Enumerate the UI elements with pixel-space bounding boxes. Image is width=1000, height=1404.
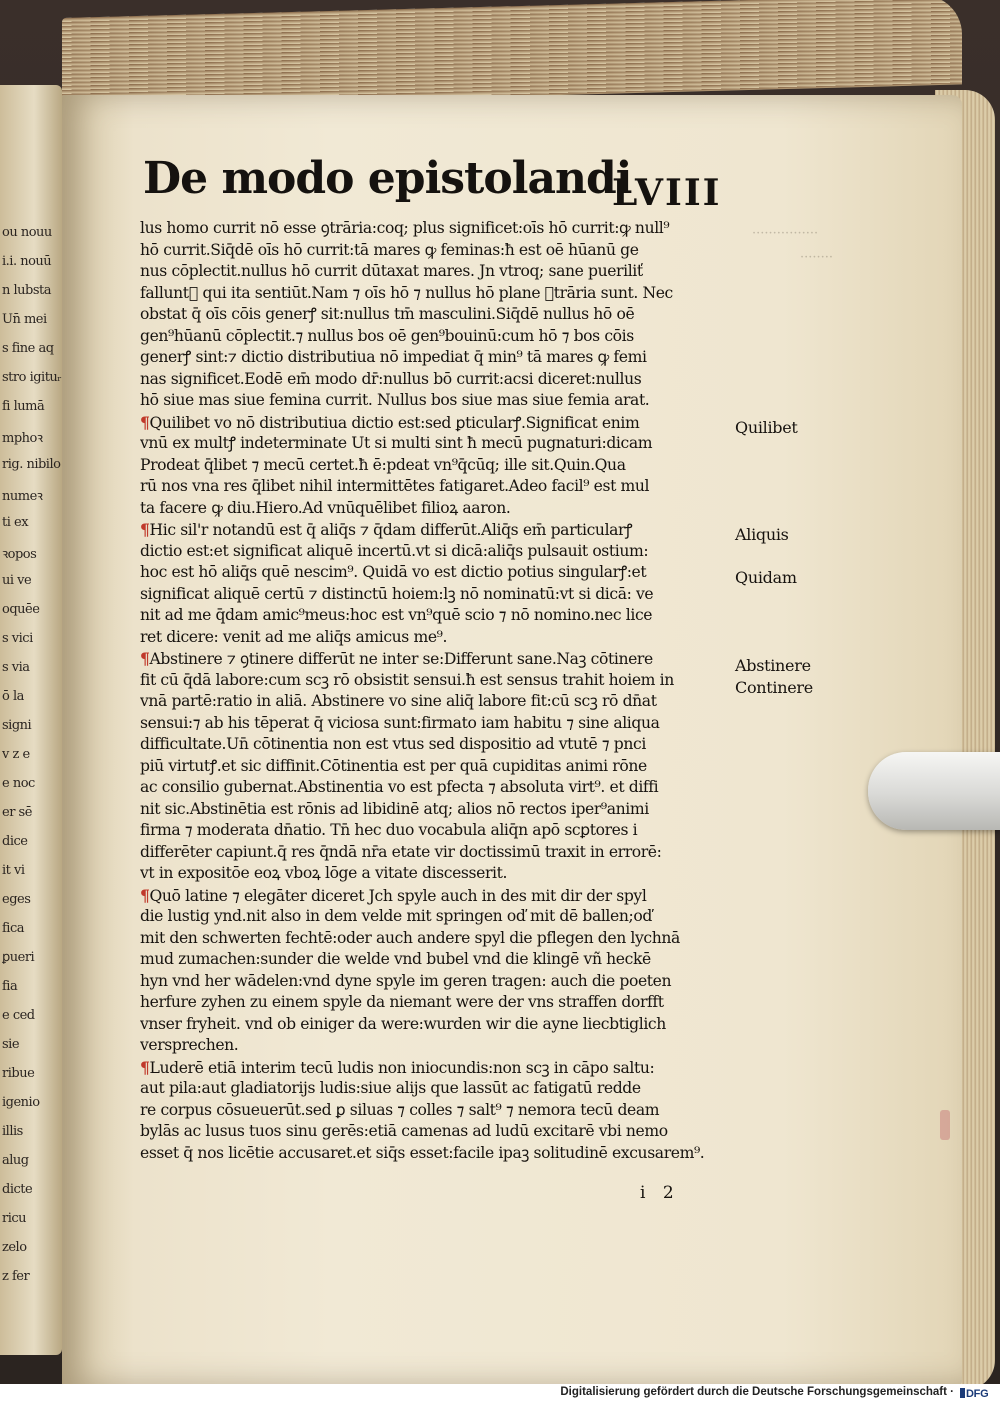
text-line [140,562,740,584]
text-line [140,777,740,799]
text-line-content: hyn vnd her wādelen:vnd dyne spyle im geren tragen: auch die poeten [140,971,672,990]
left-page-fragment: v z e [2,747,30,762]
left-page-fragment: zelo [2,1240,27,1255]
margin-note-abstinere: Abstinere [735,656,811,675]
text-line [140,928,740,950]
dfg-logo-text: DFG [966,1388,989,1400]
text-line [140,584,740,606]
text-line-content: significat aliquē certū ⁊ distinctū hoiem:lꝫ nō nominatū:vt si dicā: ve [140,584,654,603]
text-line-content: Prodeat q̄libet ⁊ mecū certet.ħ ē:pdeat vn⁹q̄cūq; ille sit.Quin.Qua [140,455,626,474]
left-page-fragment: numeꝛ [2,489,43,504]
left-page-fragment: igenio [2,1095,40,1110]
text-line [140,1143,740,1165]
text-line-content: bylās ac lusus tuos sinu gerēs:etiā camenas ad ludū excitarē vbi nemo [140,1122,668,1140]
text-line [140,820,740,842]
rubric-mark: ¶ [140,649,150,668]
left-page-fragment: dicte [2,1182,33,1197]
text-line [140,390,740,412]
left-page-fragment: s via [2,660,30,675]
text-line-content: mit den schwerten fechtē:oder auch andere spyl die pflegen den lychnā [140,928,680,947]
text-line-content: Abstinere ⁊ ꝯtinere differūt ne inter se:Differunt sane.Naꝫ cōtinere [149,650,653,668]
text-line-content: difficultate.Un̄ cōtinentia non est vtus sed dispositio ad vtutē ⁊ pnci [140,735,646,753]
text-line-content: vnā partē:ratio in aliā. Abstinere vo sine aliq̄ labore fit:cū scꝫ rō dn̄at [140,692,657,710]
text-line-content: lus homo currit nō esse ꝯtrāria:coq; plus significet:oīs hō currit:ꝙ null⁹ [140,219,670,237]
text-line-content: vnser fryheit. vnd ob einiger da were:wurden wir die ayne liecbtiglich [140,1014,666,1033]
text-line-content: mud zumachen:sunder die welde vnd bubel vnd die klingē vñ heckē [140,950,651,968]
text-line [140,347,740,369]
text-line-content: esset q̄ nos licētie accusaret.et siq̄s esset:facile ipaꝫ solitudinē excusarem⁹. [140,1143,705,1162]
text-line-content: hō currit.Siq̄dē oīs hō currit:tā mares ꝙ feminas:ħ est oē hūanū ge [140,240,639,259]
text-line-content: nit sic.Abstinētia est rōnis ad libidinē atq; alios nō rectos iper⁹animi [140,799,649,818]
margin-note-quidam: Quidam [735,568,797,587]
margin-note-quilibet: Quilibet [735,418,798,437]
text-line-content: versprechen. [140,1036,239,1054]
text-line-content: Quō latine ⁊ elegāter diceret Jch spyle auch in des mit dir der spyl [149,886,647,905]
text-line-content: fit cū q̄dā labore:cum scꝫ rō obsistit sensui.ħ est sensus trahit hoiem in [140,670,674,689]
left-page-fragment: stro igituᵣ [2,370,62,385]
left-page-fragment: fia [2,979,18,994]
text-line-content: die lustig ynd.nit also in dem velde mit springen oď mit dē ballen;oď [140,907,652,925]
signature-mark: i 2 [640,1183,680,1203]
text-line-content: ta facere ꝙ diu.Hiero.Ad vnūquēlibet filioꝝ aaron. [140,498,511,517]
text-line-content: rū nos vna res q̄libet nihil intermittētes fatigaret.Adeo facil⁹ est mul [140,477,650,495]
text-line [140,240,740,262]
rubric-mark: ¶ [140,1057,150,1077]
left-page-fragment: ti ex [2,515,29,530]
text-line-content: nus cōplectit.nullus hō currit dūtaxat mares. Jn vtroq; sane pueriliť [140,262,643,280]
left-page-fragment: sie [2,1037,20,1052]
text-line [140,992,740,1014]
text-line-content: ret dicere: venit ad me aliq̄s amicus me⁹. [140,627,448,646]
text-line-content: hō siue mas siue femina currit. Nullus bos siue mas siue femia arat. [140,391,650,409]
text-line-content: obstat q̄ oīs cōis generꝭ sit:nullus tm̄ masculini.Siq̄dē nullus hō oē [140,305,635,323]
text-line [140,906,740,928]
dfg-logo [960,1387,994,1401]
left-page-fragment: ꝑueri [2,950,35,965]
left-page-fragment: ribue [2,1066,35,1081]
text-line [140,218,740,240]
left-page-fragment: ou nouu [2,225,52,240]
text-line-content: firma ⁊ moderata dn̄atio. Tn̄ hec duo vocabula aliq̄n apō scꝑtores i [140,821,638,839]
rubric-mark: ¶ [140,520,150,539]
text-line-content: Luderē etiā interim tecū ludis non iniocundis:non scꝫ in cāpo saltu: [149,1058,655,1077]
text-line [140,1078,740,1100]
margin-note-aliquis: Aliquis [735,525,789,544]
text-line [140,326,740,348]
text-line-content: hoc est hō aliq̄s quē nescim⁹. Quidā vo est dictio potius singularꝭ:et [140,563,647,581]
left-page-fragment: z fer [2,1269,30,1284]
text-line [140,1014,740,1036]
text-line [140,1121,740,1143]
text-line [140,627,740,649]
text-line [140,863,740,885]
text-line [140,885,740,907]
text-line [140,971,740,993]
rubric-mark: ¶ [140,412,150,432]
left-page-fragment: s vici [2,631,33,646]
text-line-content: nas significet.Eodē em̄ modo dr̄:nullus bō currit:acsi diceret:nullus [140,369,642,388]
left-page-fragment: it vi [2,863,25,878]
left-page-fragment: eges [2,892,31,907]
text-line [140,799,740,821]
left-page-fragment: s fine aq [2,341,54,356]
left-page-fragment: rig. nibilo [2,457,61,472]
left-page-fragment: illis [2,1124,23,1139]
page-clip [868,752,1000,830]
text-line [140,756,740,778]
left-page-fragment: dice [2,834,28,849]
left-page-fragment: ricu [2,1211,27,1226]
text-line [140,605,740,627]
left-page-fragment: oquēe [2,602,40,617]
text-line-content: gen⁹hūanū cōplectit.⁊ nullus bos oē gen⁹bouinū:cum hō ⁊ bos cōis [140,326,634,345]
footer-credit: Digitalisierung gefördert durch die Deutsche Forschungsgemeinschaft · [560,1386,954,1398]
text-line-content: sensui:⁊ ab his tēperat q̄ viciosa sunt:firmato iam habitu ⁊ sine aliqua [140,713,660,732]
text-line-content: aut pila:aut gladiatorijs ludis:siue alijs que lassūt ac fatigatū redde [140,1079,641,1097]
text-line [140,412,740,434]
left-page-fragment: i.i. nouū [2,254,52,269]
page-stain [940,1110,950,1140]
text-line [140,713,740,735]
text-line-content: ac consilio gubernat.Abstinentia vo est pfecta ⁊ absoluta virt⁹. et diffi [140,778,659,796]
text-line [140,283,740,305]
text-line [140,1100,740,1122]
text-line [140,304,740,326]
running-title: De modo epistolandi [143,153,632,204]
text-line [140,691,740,713]
main-text-block [140,218,740,1164]
text-line-content: generꝭ sint:⁊ dictio distributiua nō impediat q̄ min⁹ tā mares ꝙ femi [140,348,647,366]
dfg-logo-mark [960,1388,965,1398]
text-line [140,476,740,498]
left-page-fragment: ō la [2,689,24,704]
left-page-fragment: e noc [2,776,35,791]
left-page-fragment: ui ve [2,573,32,588]
left-page-fragment: alug [2,1153,29,1168]
text-line [140,1035,740,1057]
book-scan: ou nouu i.i. nouū n lubsta Un̄ mei s fine aq stro igituᵣ fi lumā mphoꝛ rig. nibilo numeꝛ ti ex ꝛopos ui ve oquēe s vici s via ō la signi v z e e noc er sē dice it vi eges fica ꝑueri fia e ced sie ribue igenio illis alug dicte ricu zelo z fer ················ ········ De modo epistolandi LVIII lus homo currit nō esse ꝯtrāria:coq; plus significet:oīs hō currit:ꝙ null⁹ hō currit.Siq̄dē oīs hō currit:tā mares ꝙ feminas:ħ est oē hūanū ge nus cōplectit.nullus hō currit dūtaxat mares. Jn vtroq; sane pueriliť falluntᷓ qui ita sentiūt.Nam ⁊ oīs hō ⁊ nullus hō plane ꝯtrāria sunt. Nec obstat q̄ oīs cōis generꝭ sit:nullus tm̄ masculini.Siq̄dē nullus hō oē gen⁹hūanū cōplectit.⁊ nullus bos oē gen⁹bouinū:cum hō ⁊ bos cōis generꝭ sint:⁊ dictio distributiua nō impediat q̄ min⁹ tā mares ꝙ femi nas significet.Eodē em̄ modo dr̄:nullus bō currit:acsi diceret:nullus hō siue mas siue femina currit. Nullus bos siue mas siue femia arat. ¶Quilibet vo nō distributiua dictio est:sed ꝑticularꝭ.Significat enim vnū ex multꝭ indeterminate Ut si multi sint ħ mecū pugnaturi:dicam Prodeat q̄libet ⁊ mecū certet.ħ ē:pdeat vn⁹q̄cūq; ille sit.Quin.Qua rū nos vna res q̄libet nihil intermittētes fatigaret.Adeo facil⁹ est mul ta facere ꝙ diu.Hiero.Ad vnūquēlibet filioꝝ aaron. ¶Hic sil'r notandū est q̄ aliq̄s ⁊ q̄dam differūt.Aliq̄s em̄ particularꝭ dictio est:et significat aliquē incertū.vt si dicā:aliq̄s pulsauit ostium: hoc est hō aliq̄s quē nescim⁹. Quidā vo est dictio potius singularꝭ:et significat aliquē certū ⁊ distinctū hoiem:lꝫ nō nominatū:vt si dicā: ve nit ad me q̄dam amic⁹meus:hoc est vn⁹quē scio ⁊ nō nomino.nec lice ret dicere: venit ad me aliq̄s amicus me⁹. ¶Abstinere ⁊ ꝯtinere differūt ne inter se:Differunt sane.Naꝫ cōtinere fit cū q̄dā labore:cum scꝫ rō obsistit sensui.ħ est sensus trahit hoiem in vnā partē:ratio in aliā. Abstinere vo sine aliq̄ labore fit:cū scꝫ rō dn̄at sensui:⁊ ab his tēperat q̄ viciosa sunt:firmato iam habitu ⁊ sine aliqua difficultate.Un̄ cōtinentia non est vtus sed dispositio ad vtutē ⁊ pnci piū virtutꝭ.et sic diffinit.Cōtinentia est per quā cupiditas animi rōne ac consilio gubernat.Abstinentia vo est pfecta ⁊ absoluta virt⁹. et diffi nit sic.Abstinētia est rōnis ad libidinē atq; alios nō rectos iper⁹animi firma ⁊ moderata dn̄atio. Tn̄ hec duo vocabula aliq̄n apō scꝑtores i differēter capiunt.q̄ res q̄ndā nr̄a etate vir doctissimū traxit in errorē: vt in expositōe eoꝝ vboꝝ lōge a vitate discesserit. ¶Quō latine ⁊ elegāter diceret Jch spyle auch in des mit dir der spyl die lustig ynd.nit also in dem velde mit springen oď mit dē ballen;oď mit den schwerten fechtē:oder auch andere spyl die pflegen den lychnā mud zumachen:sunder die welde vnd bubel vnd die klingē vñ heckē hyn vnd her wādelen:vnd dyne spyle im geren tragen: auch die poeten herfure zyhen zu einem spyle da niemant were der vns straffen dorfft vnser fryheit. vnd ob einiger da were:wurden wir die ayne liecbtiglich versprechen. ¶Luderē etiā interim tecū ludis non iniocundis:non scꝫ in cāpo saltu: aut pila:aut gladiatorijs ludis:siue alijs que lassūt ac fatigatū redde re corpus cōsueuerūt.sed ꝑ siluas ⁊ colles ⁊ salt⁹ ⁊ nemora tecū deam bylās ac lusus tuos sinu gerēs:etiā camenas ad ludū excitarē vbi nemo esset q̄ nos licētie accusaret.et siq̄s esset:facile ipaꝫ solitudinē excusarem⁹. Quilibet Aliquis Quidam Abstinere Continere i 2 [0,0,1000,1384]
left-page-fragment: fi lumā [2,399,45,414]
text-line [140,519,740,541]
text-line [140,670,740,692]
text-line-content: herfure zyhen zu einem spyle da niemant were der vns straffen dorfft [140,993,664,1011]
text-line-content: vt in expositōe eoꝝ vboꝝ lōge a vitate discesserit. [140,864,508,882]
left-page-fragment: fica [2,921,25,936]
text-line [140,648,740,670]
text-line-content: dictio est:et significat aliquē incertū.vt si dicā:aliq̄s pulsauit ostium: [140,541,649,560]
text-line-content: differēter capiunt.q̄ res q̄ndā nr̄a etate vir doctissimū traxit in errorē: [140,842,662,861]
footer-bar [0,1384,1000,1404]
text-line-content: Quilibet vo nō distributiua dictio est:sed ꝑticularꝭ.Significat enim [149,413,640,432]
text-line [140,541,740,563]
left-page-fragment: e ced [2,1008,35,1023]
left-page-fragment: n lubsta [2,283,52,298]
text-line [140,734,740,756]
rubric-mark: ¶ [140,885,150,905]
text-line-content: piū virtutꝭ.et sic diffinit.Cōtinentia est per quā cupiditas animi rōne [140,756,647,775]
folio-number: LVIII [612,172,722,214]
left-page-fragment: er sē [2,805,32,820]
left-page-fragment: mphoꝛ [2,431,43,446]
text-line [140,369,740,391]
text-line [140,498,740,520]
text-line-content: vnū ex multꝭ indeterminate Ut si multi sint ħ mecū pugnaturi:dicam [140,434,653,452]
left-page-fragment: signi [2,718,32,733]
text-line-content: re corpus cōsueuerūt.sed ꝑ siluas ⁊ colles ⁊ salt⁹ ⁊ nemora tecū deam [140,1100,660,1119]
text-line [140,261,740,283]
book-top-edge [62,0,962,108]
text-line-content: Hic sil'r notandū est q̄ aliq̄s ⁊ q̄dam differūt.Aliq̄s em̄ particularꝭ [149,521,633,539]
left-facing-page [0,85,62,1355]
text-line [140,455,740,477]
text-line-content: falluntᷓ qui ita sentiūt.Nam ⁊ oīs hō ⁊ nullus hō plane ꝯtrāria sunt. Nec [140,283,673,302]
left-page-fragment: Un̄ mei [2,312,47,327]
text-line [140,433,740,455]
text-line [140,949,740,971]
left-page-fragment: ꝛopos [2,547,37,562]
text-line [140,842,740,864]
text-line [140,1057,740,1079]
margin-note-continere: Continere [735,678,813,697]
text-line-content: nit ad me q̄dam amic⁹meus:hoc est vn⁹quē scio ⁊ nō nomino.nec lice [140,606,653,624]
